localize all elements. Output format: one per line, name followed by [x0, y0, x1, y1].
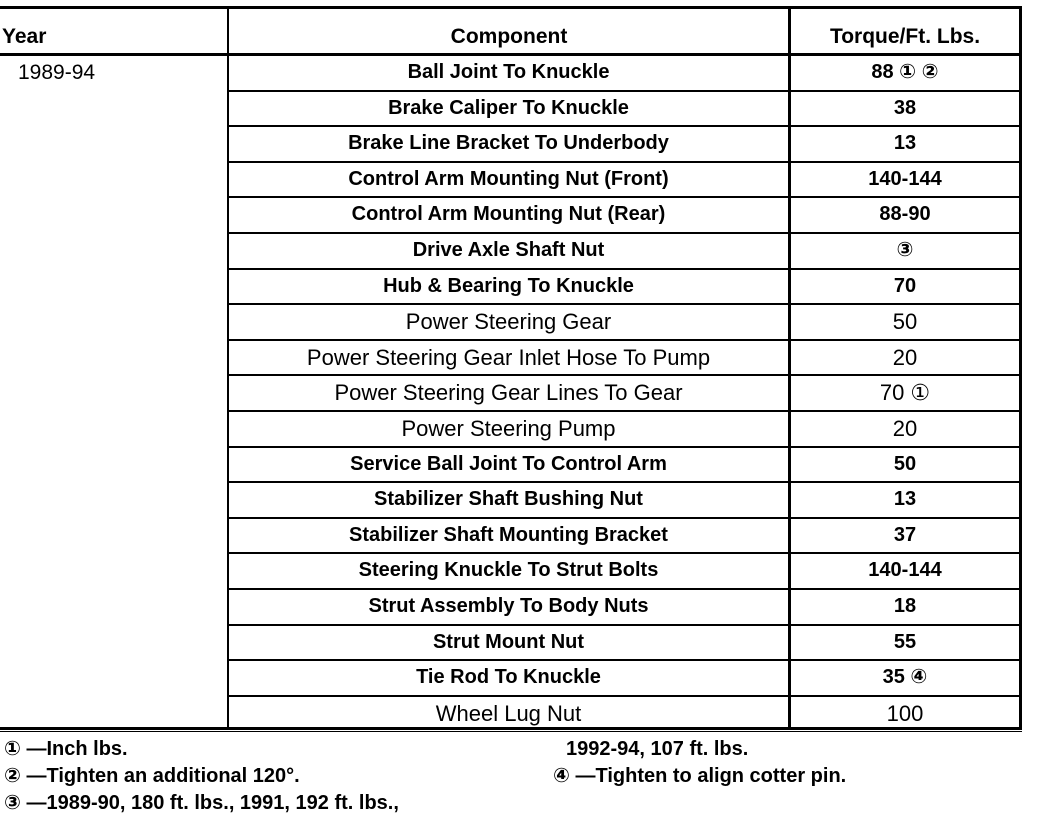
table-body: [229, 56, 1019, 732]
table-right-border: [1019, 6, 1022, 730]
component-cell: Steering Knuckle To Strut Bolts: [358, 559, 659, 582]
component-cell: Service Ball Joint To Control Arm: [350, 452, 667, 475]
torque-cell: 70 ①: [879, 380, 931, 406]
table-row: [229, 590, 1019, 626]
table-bottom-border: [0, 727, 1022, 730]
footnote-2: ② —Tighten an additional 120°.: [4, 765, 300, 787]
table-row: [229, 519, 1019, 555]
component-cell: Strut Mount Nut: [432, 630, 585, 653]
table-header: [0, 9, 1019, 54]
torque-cell: 70: [893, 274, 917, 297]
component-cell: Tie Rod To Knuckle: [416, 666, 601, 689]
table-row: [229, 56, 1019, 92]
torque-cell: 140-144: [868, 167, 942, 190]
torque-cell: 100: [886, 700, 924, 726]
table-row: [229, 305, 1019, 341]
torque-cell: 38: [893, 96, 917, 119]
component-cell: Power Steering Pump: [401, 415, 616, 441]
footnote-4: ④ —Tighten to align cotter pin.: [553, 765, 847, 787]
component-cell: Power Steering Gear Lines To Gear: [334, 380, 683, 406]
torque-cell: 50: [892, 309, 918, 335]
component-cell: Stabilizer Shaft Mounting Bracket: [349, 523, 668, 546]
table-row: [229, 376, 1019, 412]
torque-cell: 88 ① ②: [871, 61, 939, 83]
component-cell: Ball Joint To Knuckle: [407, 61, 610, 83]
component-cell: Drive Axle Shaft Nut: [412, 238, 605, 261]
torque-cell: 37: [893, 523, 917, 546]
component-cell: Strut Assembly To Body Nuts: [368, 594, 649, 617]
component-cell: Brake Line Bracket To Underbody: [348, 132, 669, 155]
torque-cell: 55: [893, 630, 917, 653]
header-component: Component: [450, 25, 568, 48]
footnote-1: ① —Inch lbs.: [4, 738, 128, 760]
component-cell: Control Arm Mounting Nut (Rear): [351, 203, 666, 226]
table-row: [229, 341, 1019, 377]
header-year: Year: [2, 25, 47, 48]
component-cell: Wheel Lug Nut: [435, 700, 582, 726]
table-row: [229, 412, 1019, 448]
component-cell: Power Steering Gear Inlet Hose To Pump: [306, 344, 711, 370]
component-cell: Stabilizer Shaft Bushing Nut: [374, 488, 643, 511]
table-row: [229, 163, 1019, 199]
table-row: [229, 198, 1019, 234]
table-bottom-border-thin: [0, 731, 1022, 732]
table-row: [229, 270, 1019, 306]
torque-cell: 20: [892, 344, 918, 370]
year-value: 1989-94: [18, 61, 96, 84]
table-row: [229, 661, 1019, 697]
table-row: [229, 92, 1019, 128]
component-cell: Control Arm Mounting Nut (Front): [348, 167, 669, 190]
torque-cell: 140-144: [868, 559, 942, 582]
footnote-3: ③ —1989-90, 180 ft. lbs., 1991, 192 ft. lbs.,: [4, 792, 399, 814]
torque-cell: 13: [893, 488, 917, 511]
table-row: [229, 234, 1019, 270]
table-row: [229, 626, 1019, 662]
torque-cell: ③: [896, 238, 914, 261]
table-row: [229, 554, 1019, 590]
header-torque: Torque/Ft. Lbs.: [829, 25, 981, 48]
torque-cell: 35 ④: [882, 666, 928, 689]
torque-cell: 20: [892, 415, 918, 441]
table-row: [229, 483, 1019, 519]
table-row: [229, 127, 1019, 163]
torque-cell: 18: [893, 594, 917, 617]
torque-cell: 88-90: [879, 203, 931, 226]
component-cell: Power Steering Gear: [405, 309, 612, 335]
torque-cell: 50: [893, 452, 917, 475]
component-cell: Brake Caliper To Knuckle: [388, 96, 629, 119]
footnote-3-continued: 1992-94, 107 ft. lbs.: [566, 738, 749, 760]
table-row: [229, 448, 1019, 484]
torque-cell: 13: [893, 132, 917, 155]
component-cell: Hub & Bearing To Knuckle: [383, 274, 634, 297]
